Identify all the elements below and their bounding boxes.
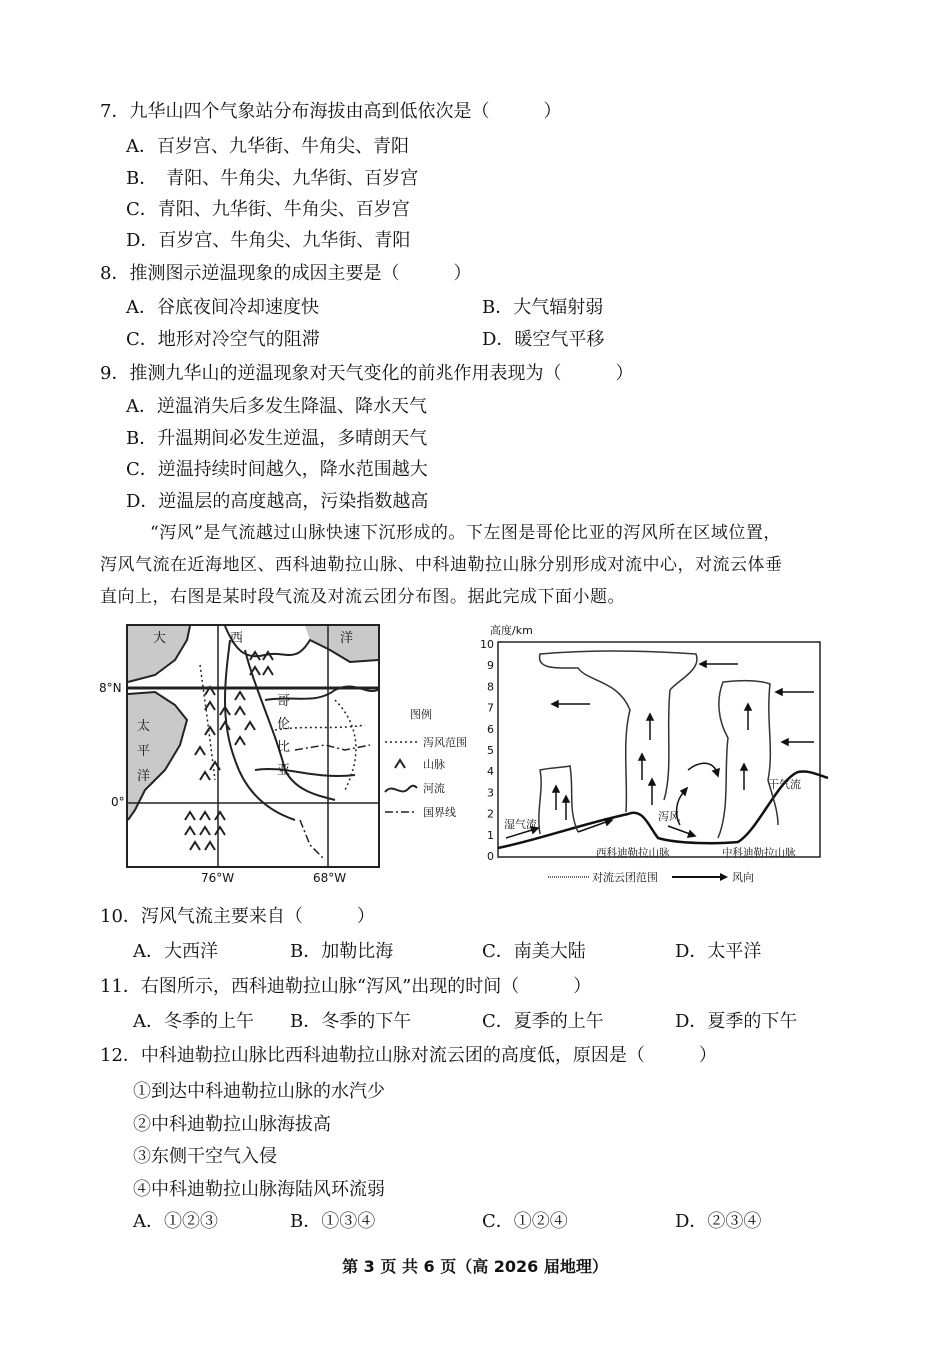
label-lat-0: 0° bbox=[111, 795, 125, 809]
legend-wind-arrowhead bbox=[720, 873, 728, 881]
q8-stem: 8．推测图示逆温现象的成因主要是（ ） bbox=[100, 263, 472, 284]
q11-option-a: A．冬季的上午 bbox=[133, 1011, 254, 1032]
q12-item-3: ③东侧干空气入侵 bbox=[133, 1146, 277, 1167]
airflow-profile-chart bbox=[478, 620, 830, 890]
y-tick-label: 6 bbox=[487, 722, 494, 736]
y-tick-label: 4 bbox=[487, 765, 494, 779]
q12-item-2: ②中科迪勒拉山脉海拔高 bbox=[133, 1114, 331, 1135]
q7-option-b: B． 青阳、牛角尖、九华街、百岁宫 bbox=[126, 168, 419, 189]
profile-ylabel: 高度/km bbox=[490, 624, 533, 637]
label-lat-8n: 8°N bbox=[99, 681, 122, 695]
q9-option-b: B．升温期间必发生逆温，多晴朗天气 bbox=[126, 428, 428, 449]
label-pacific-3: 洋 bbox=[137, 769, 151, 784]
material-line-2: 泻风气流在近海地区、西科迪勒拉山脉、中科迪勒拉山脉分别形成对流中心，对流云体垂 bbox=[100, 555, 783, 575]
label-country-4: 亚 bbox=[277, 763, 291, 778]
profile-frame bbox=[498, 642, 820, 857]
y-tick-label: 5 bbox=[487, 744, 494, 757]
y-tick-label: 8 bbox=[487, 680, 494, 694]
q11-option-c: C．夏季的上午 bbox=[482, 1011, 604, 1032]
legend-title: 图例 bbox=[410, 708, 432, 721]
q8-option-c: C．地形对冷空气的阻滞 bbox=[126, 329, 320, 350]
legend-river-symbol bbox=[385, 786, 417, 792]
legend-wind: 风向 bbox=[732, 871, 754, 884]
legend-border: 国界线 bbox=[423, 806, 456, 819]
label-wet-airflow: 湿气流 bbox=[504, 818, 537, 831]
y-tick-label: 7 bbox=[487, 701, 494, 715]
label-country-1: 哥 bbox=[277, 694, 291, 709]
legend-cloud: 对流云团范围 bbox=[592, 871, 658, 884]
label-ocean-xi: 西 bbox=[230, 631, 244, 646]
q7-stem: 7．九华山四个气象站分布海拔由高到低依次是（ ） bbox=[100, 101, 562, 122]
q12-item-4: ④中科迪勒拉山脉海陆风环流弱 bbox=[133, 1179, 385, 1200]
q11-option-d: D．夏季的下午 bbox=[675, 1011, 798, 1032]
material-line-1: “泻风”是气流越过山脉快速下沉形成的。下左图是哥伦比亚的泻风所在区域位置， bbox=[150, 523, 781, 543]
y-tick-label: 2 bbox=[487, 807, 494, 821]
q7-option-d: D．百岁宫、牛角尖、九华街、青阳 bbox=[126, 230, 411, 251]
q10-stem: 10．泻风气流主要来自（ ） bbox=[100, 906, 375, 927]
label-central-range: 中科迪勒拉山脉 bbox=[722, 847, 796, 859]
legend-mountain-symbol bbox=[395, 760, 405, 768]
label-lon-76w: 76°W bbox=[201, 871, 235, 885]
y-tick-label: 1 bbox=[487, 828, 494, 842]
label-ocean-yang: 洋 bbox=[340, 631, 354, 646]
label-foehn: 泻风 bbox=[658, 810, 680, 823]
q12-option-b: B．①③④ bbox=[290, 1211, 376, 1232]
legend-mountain: 山脉 bbox=[423, 758, 445, 771]
q10-option-d: D．太平洋 bbox=[675, 941, 762, 962]
q12-stem: 12．中科迪勒拉山脉比西科迪勒拉山脉对流云团的高度低，原因是（ ） bbox=[100, 1045, 717, 1066]
q8-option-b: B．大气辐射弱 bbox=[482, 297, 604, 318]
q11-stem: 11．右图所示，西科迪勒拉山脉“泻风”出现的时间（ ） bbox=[100, 976, 592, 997]
label-lon-68w: 68°W bbox=[313, 871, 347, 885]
q7-option-a: A．百岁宫、九华街、牛角尖、青阳 bbox=[126, 136, 409, 157]
label-country-2: 伦 bbox=[277, 717, 291, 732]
q7-option-c: C．青阳、九华街、牛角尖、百岁宫 bbox=[126, 199, 410, 220]
y-axis-ticks bbox=[480, 638, 494, 863]
page-footer: 第 3 页 共 6 页（高 2026 届地理） bbox=[342, 1257, 608, 1276]
y-tick-label: 9 bbox=[487, 659, 494, 673]
q8-option-d: D．暖空气平移 bbox=[482, 329, 605, 350]
label-ocean-da: 大 bbox=[153, 631, 167, 646]
label-west-range: 西科迪勒拉山脉 bbox=[596, 847, 670, 859]
y-tick-label: 3 bbox=[487, 786, 494, 800]
q8-option-a: A．谷底夜间冷却速度快 bbox=[126, 297, 319, 318]
q12-item-1: ①到达中科迪勒拉山脉的水汽少 bbox=[133, 1081, 385, 1102]
q10-option-a: A．大西洋 bbox=[133, 941, 218, 962]
q9-option-c: C．逆温持续时间越久，降水范围越大 bbox=[126, 459, 428, 480]
q10-option-c: C．南美大陆 bbox=[482, 941, 586, 962]
q9-option-d: D．逆温层的高度越高，污染指数越高 bbox=[126, 491, 429, 512]
label-country-3: 比 bbox=[277, 740, 291, 755]
q9-stem: 9．推测九华山的逆温现象对天气变化的前兆作用表现为（ ） bbox=[100, 363, 634, 384]
label-pacific-1: 太 bbox=[137, 719, 151, 734]
q11-option-b: B．冬季的下午 bbox=[290, 1011, 412, 1032]
legend-foehn: 泻风范围 bbox=[423, 736, 467, 749]
colombia-map bbox=[95, 620, 475, 890]
y-tick-label: 10 bbox=[480, 638, 494, 651]
label-dry-airflow: 干气流 bbox=[768, 778, 801, 791]
q10-option-b: B．加勒比海 bbox=[290, 941, 394, 962]
legend-river: 河流 bbox=[423, 782, 445, 795]
q12-option-a: A．①②③ bbox=[133, 1211, 218, 1232]
q9-option-a: A．逆温消失后多发生降温、降水天气 bbox=[126, 396, 427, 417]
material-line-3: 直向上，右图是某时段气流及对流云团分布图。据此完成下面小题。 bbox=[100, 587, 625, 607]
y-tick-label: 0 bbox=[487, 850, 494, 863]
q12-option-c: C．①②④ bbox=[482, 1211, 568, 1232]
q12-option-d: D．②③④ bbox=[675, 1211, 762, 1232]
label-pacific-2: 平 bbox=[137, 744, 151, 759]
